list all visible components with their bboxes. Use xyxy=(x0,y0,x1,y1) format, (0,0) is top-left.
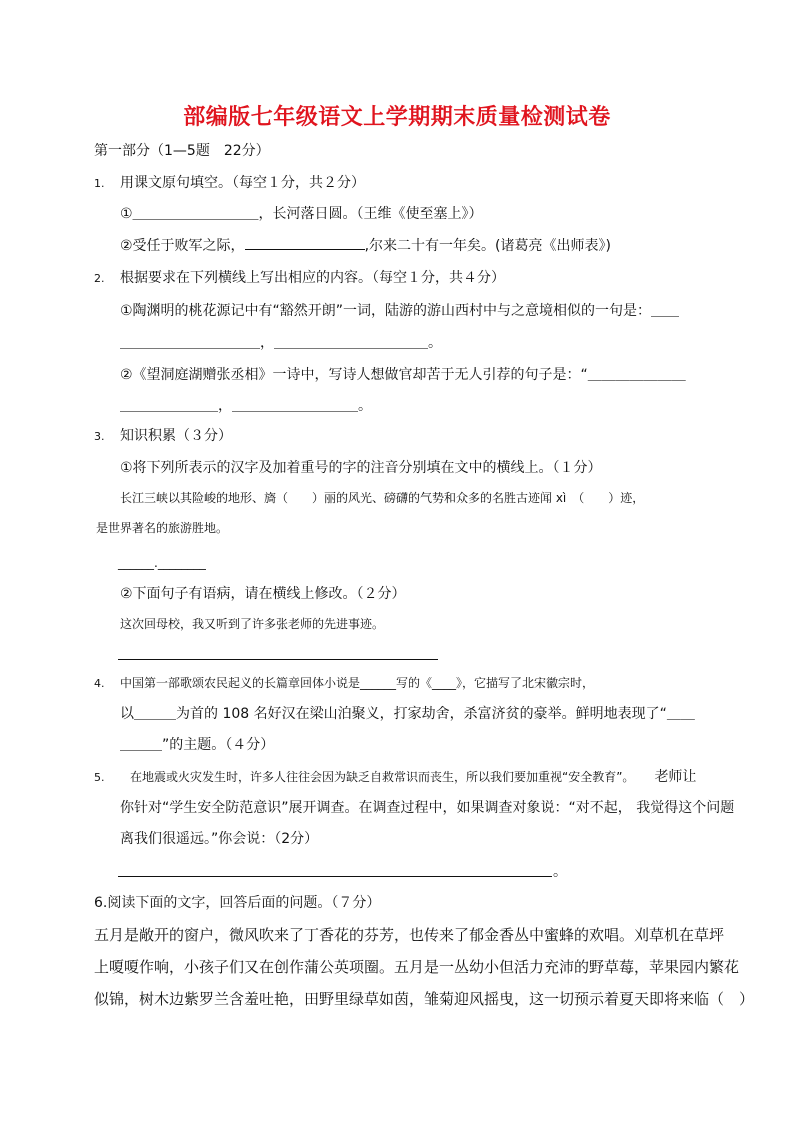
question-3b-answer-line[interactable] xyxy=(118,659,438,660)
question-1a: ①＿＿＿＿＿＿＿＿＿，长河落日圆。（王维《使至塞上》） xyxy=(120,206,483,222)
passage-paragraph-line1: 五月是敞开的窗户，微风吹来了丁香花的芬芳，也传来了郁金香丛中蜜蜂的欢唱。刈草机在草坪 xyxy=(94,926,725,944)
question-4-line1 xyxy=(94,673,594,694)
question-text: 知识积累（３分） xyxy=(120,428,232,444)
question-3a-passage-line1: 长江三峡以其险峻的地形、旖（ ）丽的风光、磅礴的气势和众多的名胜古迹闻 xì （ ）迹， xyxy=(120,491,645,505)
question-number: 5. xyxy=(94,771,105,784)
question-2a-line1: ①陶渊明的桃花源记中有“豁然开朗”一词，陆游的游山西村中与之意境相似的一句是：＿＿ xyxy=(120,303,680,319)
question-3a-passage-line2: 是世界著名的旅游胜地。 xyxy=(96,521,229,535)
question-6-heading: 6.阅读下面的文字，回答后面的问题。（７分） xyxy=(94,895,381,911)
question-3a: ①将下列所表示的汉字及加着重号的字的注音分别填在文中的横线上。（１分） xyxy=(120,460,602,476)
question-2b-line2: ＿＿＿＿＿＿＿，＿＿＿＿＿＿＿＿＿。 xyxy=(120,398,372,414)
question-4-line3: ＿＿＿”的主题。（４分） xyxy=(120,737,275,753)
question-5-line2: 你针对“学生安全防范意识”展开调查。在调查过程中，如果调查对象说：“对不起， 我觉得这个问题 xyxy=(120,800,735,816)
question-number: 2. xyxy=(94,272,105,285)
section-heading: 第一部分（1—5题 22分） xyxy=(94,143,270,159)
passage-paragraph-line3: 似锦，树木边紫罗兰含羞吐艳，田野里绿草如茵，雏菊迎风摇曳，这一切预示着夏天即将来临（ ） xyxy=(94,990,755,1008)
question-1-prompt xyxy=(94,173,365,194)
question-number: 3. xyxy=(94,430,105,443)
question-1b-end: ,尔来二十有一年矣。(诸葛亮《出师表》) xyxy=(364,238,611,254)
question-text: 在地震或火灾发生时，许多人往往会因为缺乏自救常识而丧生，所以我们要加重视“安全教育”。 xyxy=(130,770,635,784)
question-text: 用课文原句填空。（每空１分，共２分） xyxy=(120,175,365,191)
question-5-line1 xyxy=(94,767,696,788)
question-3b: ②下面句子有语病，请在横线上修改。（２分） xyxy=(120,586,406,602)
question-5-line3: 离我们很遥远。”你会说：（2分） xyxy=(120,831,319,847)
question-1b xyxy=(120,235,611,256)
passage-paragraph-line2: 上嗄嗄作响，小孩子们又在创作蒲公英项圈。五月是一丛幼小但活力充沛的野草莓，苹果园内繁花 xyxy=(94,958,740,976)
question-text: 根据要求在下列横线上写出相应的内容。（每空１分，共４分） xyxy=(120,270,505,286)
question-5-answer-line[interactable] xyxy=(118,876,552,877)
question-number: 4. xyxy=(94,677,105,690)
question-text: 中国第一部歌颂农民起义的长篇章回体小说是______写的《____》，它描写了北宋徽宗时， xyxy=(120,676,595,690)
question-2-prompt xyxy=(94,268,505,289)
page-title: 部编版七年级语文上学期期末质量检测试卷 xyxy=(183,105,611,130)
answer-blank[interactable] xyxy=(245,235,365,250)
question-2b-line1: ②《望洞庭湖赠张丞相》一诗中，写诗人想做官却苦于无人引荐的句子是：“＿＿＿＿＿＿＿ xyxy=(120,367,686,383)
question-number: 1. xyxy=(94,177,105,190)
question-3b-sentence: 这次回母校，我又听到了许多张老师的先进事迹。 xyxy=(120,617,385,631)
question-3-prompt xyxy=(94,426,232,447)
question-text-end: 老师让 xyxy=(654,769,697,785)
question-3a-answer-blank[interactable]: ______.________ xyxy=(118,556,206,570)
question-2a-line2: ＿＿＿＿＿＿＿＿＿＿，＿＿＿＿＿＿＿＿＿＿＿。 xyxy=(120,335,442,351)
question-1b-start: ②受任于败军之际， xyxy=(120,238,245,254)
question-4-line2: 以＿＿＿为首的 108 名好汉在梁山泊聚义，打家劫舍，杀富济贫的豪举。鲜明地表现了“＿＿ xyxy=(120,706,695,722)
question-5-period: 。 xyxy=(553,864,567,880)
